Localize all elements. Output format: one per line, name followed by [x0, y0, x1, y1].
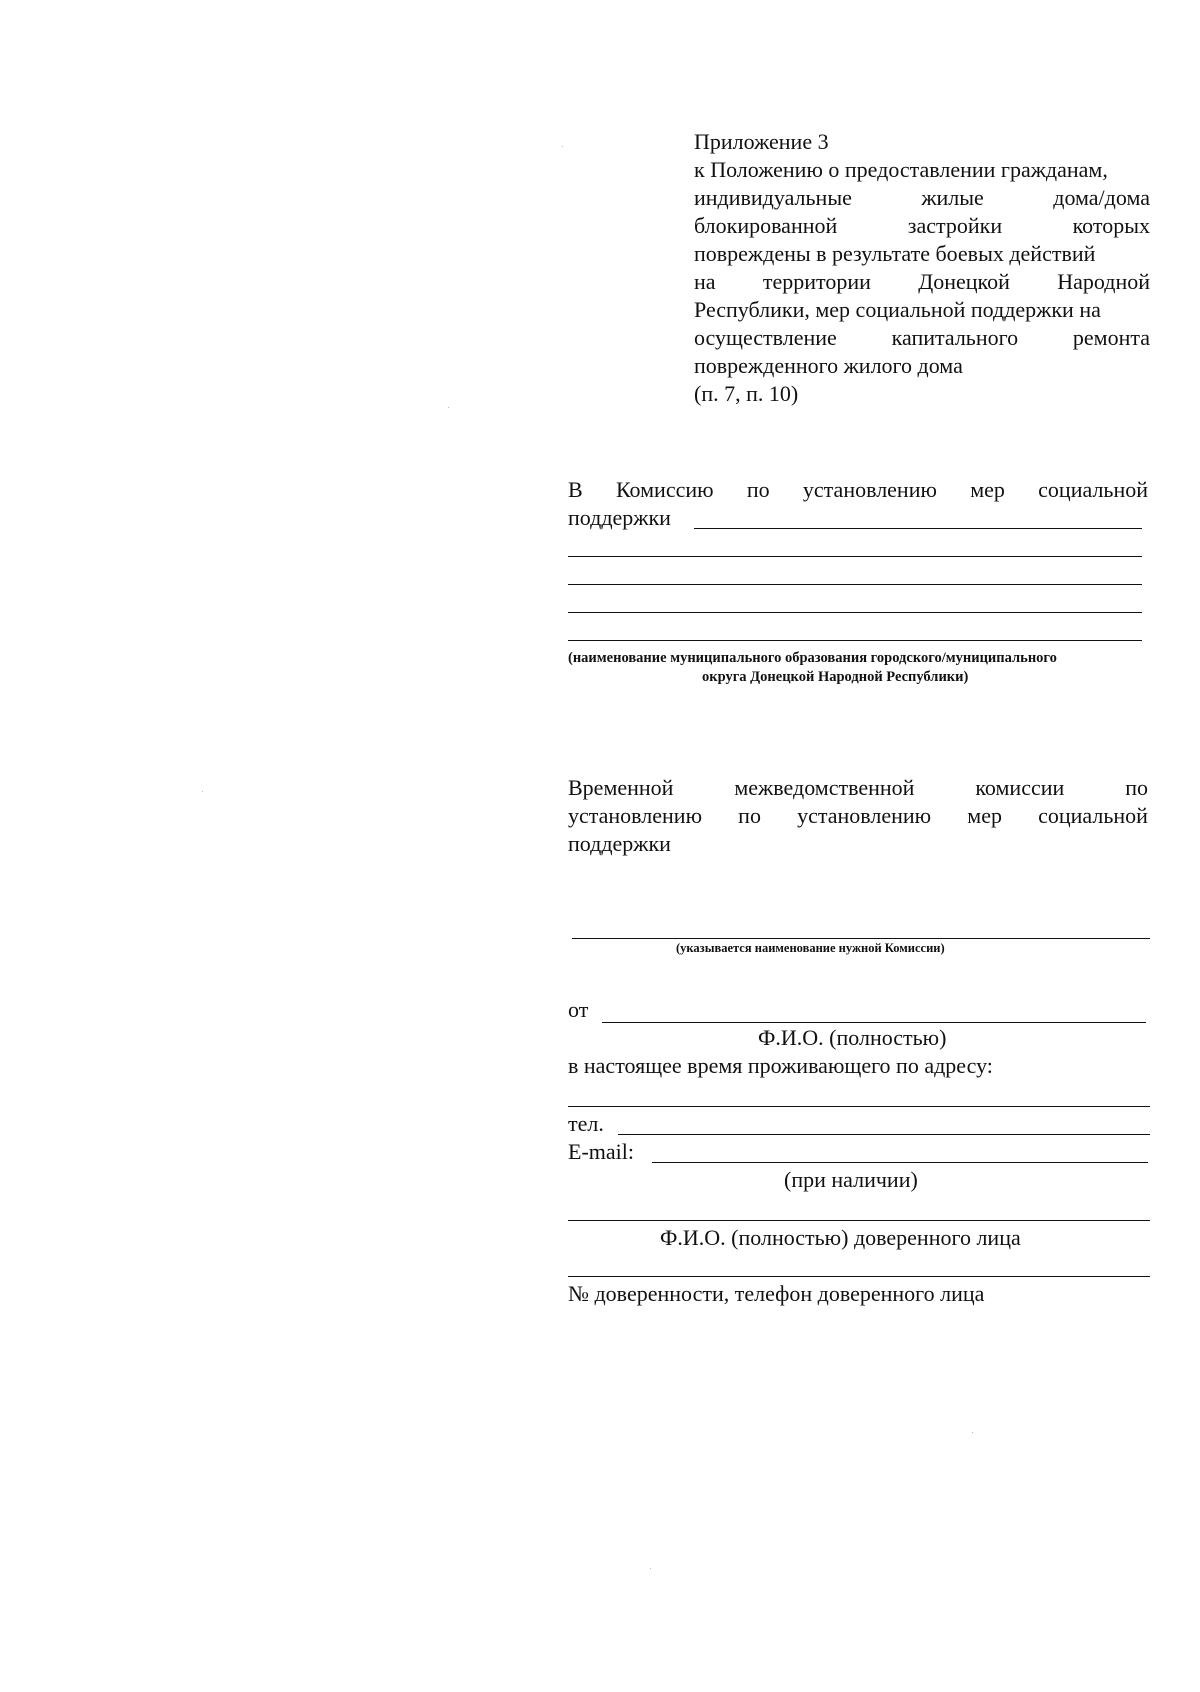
appendix-word: Республики, мер социальной поддержки на	[694, 297, 1101, 322]
appendix-word: жилые	[921, 185, 984, 210]
appendix-word: к Положению о предоставлении гражданам,	[694, 157, 1108, 182]
commission-municipal-label: поддержки	[568, 505, 671, 530]
municipality-caption-line-2: округа Донецкой Народной Республики)	[702, 669, 969, 685]
appendix-word: индивидуальные	[694, 185, 852, 210]
appendix-line-2	[694, 184, 1150, 212]
scan-speck	[448, 407, 449, 408]
addressee-word: социальной	[1038, 803, 1148, 828]
addressee-word: установлению	[568, 803, 703, 828]
addressee-word: межведомственной	[734, 775, 915, 800]
appendix-line-6	[694, 296, 1150, 324]
commission-temporary-line-1	[568, 774, 1148, 802]
appendix-word: поврежденного жилого дома	[694, 353, 963, 378]
phone-label: тел.	[568, 1111, 604, 1136]
addressee-word: мер	[970, 477, 1005, 502]
appendix-word: застройки	[907, 213, 1003, 238]
addressee-word: установлению	[802, 477, 937, 502]
appendix-line-7	[694, 324, 1150, 352]
phone-field[interactable]	[618, 1134, 1150, 1135]
applicant-fio-caption: Ф.И.О. (полностью)	[758, 1025, 947, 1050]
addressee-word: В	[568, 477, 583, 502]
addressee-word: установлению	[797, 803, 932, 828]
appendix-word: территории	[762, 269, 871, 294]
scan-speck	[202, 791, 203, 792]
email-field[interactable]	[652, 1162, 1148, 1163]
commission-municipal-line-1	[568, 476, 1148, 504]
commission-name-field[interactable]	[572, 938, 1150, 939]
email-caption: (при наличии)	[784, 1167, 918, 1192]
scan-speck	[650, 1568, 651, 1569]
municipality-name-field-2[interactable]	[568, 556, 1142, 557]
municipality-name-field-4[interactable]	[568, 612, 1142, 613]
appendix-line-8	[694, 352, 1150, 380]
proxy-fio-caption: Ф.И.О. (полностью) доверенного лица	[660, 1225, 1021, 1250]
appendix-word: Донецкой	[918, 269, 1010, 294]
municipality-caption-line-1: (наименование муниципального образования городского/муниципального	[568, 650, 1057, 666]
proxy-details-caption: № доверенности, телефон доверенного лица	[568, 1281, 985, 1306]
appendix-word: капитального	[891, 325, 1019, 350]
commission-temporary-line-2	[568, 802, 1148, 830]
commission-name-caption: (указывается наименование нужной Комиссии)	[676, 941, 945, 955]
appendix-word: Народной	[1057, 269, 1150, 294]
addressee-word: Комиссию	[615, 477, 714, 502]
addressee-word: по	[746, 477, 770, 502]
appendix-line-3	[694, 212, 1150, 240]
address-field[interactable]	[568, 1106, 1150, 1107]
appendix-line-5	[694, 268, 1150, 296]
from-label: от	[568, 997, 589, 1022]
municipality-name-field-3[interactable]	[568, 584, 1142, 585]
appendix-word: осуществление	[694, 325, 837, 350]
addressee-word: комиссии	[975, 775, 1065, 800]
proxy-fio-field[interactable]	[568, 1220, 1150, 1221]
addressee-word: по	[1125, 775, 1148, 800]
proxy-details-field[interactable]	[568, 1276, 1150, 1277]
municipality-name-field-5[interactable]	[568, 640, 1142, 641]
appendix-block	[694, 128, 1150, 408]
appendix-title: Приложение 3	[694, 129, 829, 154]
appendix-word: блокированной	[694, 213, 838, 238]
appendix-word: на	[694, 269, 716, 294]
appendix-line-9	[694, 380, 1150, 408]
appendix-line-1	[694, 156, 1150, 184]
addressee-word: по	[738, 803, 761, 828]
appendix-word: которых	[1072, 213, 1150, 238]
appendix-word: (п. 7, п. 10)	[694, 381, 799, 406]
scan-speck	[562, 146, 563, 147]
appendix-word: ремонта	[1072, 325, 1150, 350]
appendix-line-4	[694, 240, 1150, 268]
applicant-fio-field[interactable]	[602, 1022, 1146, 1023]
address-label: в настоящее время проживающего по адресу:	[568, 1053, 993, 1078]
addressee-word: социальной	[1038, 477, 1148, 502]
municipality-name-field-1[interactable]	[694, 528, 1142, 529]
addressee-word: Временной	[568, 775, 674, 800]
commission-temporary-line-3: поддержки	[568, 831, 671, 856]
email-label: E-mail:	[568, 1139, 634, 1164]
appendix-word: дома/дома	[1053, 185, 1150, 210]
appendix-word: повреждены в результате боевых действий	[694, 241, 1096, 266]
addressee-word: мер	[967, 803, 1002, 828]
scan-speck	[972, 1432, 973, 1433]
